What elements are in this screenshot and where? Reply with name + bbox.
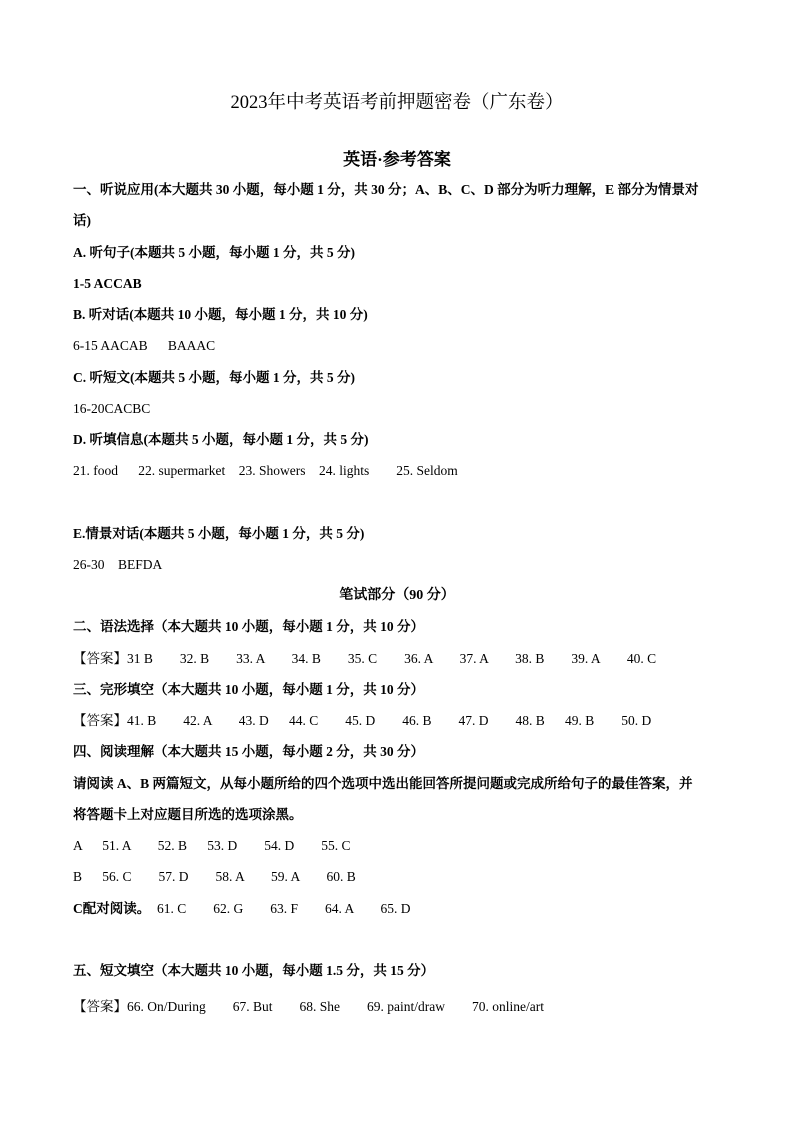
section-d-header: D. 听填信息(本题共 5 小题，每小题 1 分，共 5 分) [73,432,369,447]
part1-header-line2: 话) [73,213,91,228]
part2-answers: 【答案】31 B 32. B 33. A 34. B 35. C 36. A 37. A 38. B 39. A 40. C [73,651,657,666]
part3-answers: 【答案】41. B 42. A 43. D 44. C 45. D 46. B 47. D 48. B 49. B 50. D [73,713,652,728]
page-subtitle: 英语·参考答案 [343,150,451,169]
part4-c-label: C配对阅读。 [73,901,151,916]
part5-answers: 【答案】66. On/During 67. But 68. She 69. paint/draw 70. online/art [73,999,544,1014]
section-b-answers: 6-15 AACAB BAAAC [73,338,216,353]
section-b-header: B. 听对话(本题共 10 小题，每小题 1 分，共 10 分) [73,307,368,322]
section-e-answers: 26-30 BEFDA [73,557,163,572]
written-section-header: 笔试部分（90 分） [339,588,455,603]
part4-c-answers: 61. C 62. G 63. F 64. A 65. D [150,901,411,916]
part5-header: 五、短文填空（本大题共 10 小题，每小题 1.5 分，共 15 分） [73,963,435,978]
section-d-answers: 21. food 22. supermarket 23. Showers 24. lights 25. Seldom [73,463,458,478]
section-a-answers: 1-5 ACCAB [73,276,142,291]
section-c-header: C. 听短文(本题共 5 小题，每小题 1 分，共 5 分) [73,370,355,385]
part4-header: 四、阅读理解（本大题共 15 小题，每小题 2 分，共 30 分） [73,744,424,759]
part4-b-answers: B 56. C 57. D 58. A 59. A 60. B [73,869,356,884]
section-e-header: E.情景对话(本题共 5 小题，每小题 1 分，共 5 分) [73,526,365,541]
section-c-answers: 16-20CACBC [73,401,151,416]
part1-header-line1: 一、听说应用(本大题共 30 小题，每小题 1 分，共 30 分；A、B、C、D 部分为听力理解，E 部分为情景对 [73,182,699,197]
part4-instructions-line1: 请阅读 A、B 两篇短文，从每小题所给的四个选项中选出能回答所提问题或完成所给句子的最佳答案，并 [73,776,693,791]
section-a-header: A. 听句子(本题共 5 小题，每小题 1 分，共 5 分) [73,245,355,260]
part4-instructions-line2: 将答题卡上对应题目所选的选项涂黑。 [73,807,303,822]
part4-c-row [73,900,411,918]
part2-header: 二、语法选择（本大题共 10 小题，每小题 1 分，共 10 分） [73,619,424,634]
page-title: 2023年中考英语考前押题密卷（广东卷） [230,93,564,113]
part3-header: 三、完形填空（本大题共 10 小题，每小题 1 分，共 10 分） [73,682,424,697]
part4-a-answers: A 51. A 52. B 53. D 54. D 55. C [73,838,351,853]
